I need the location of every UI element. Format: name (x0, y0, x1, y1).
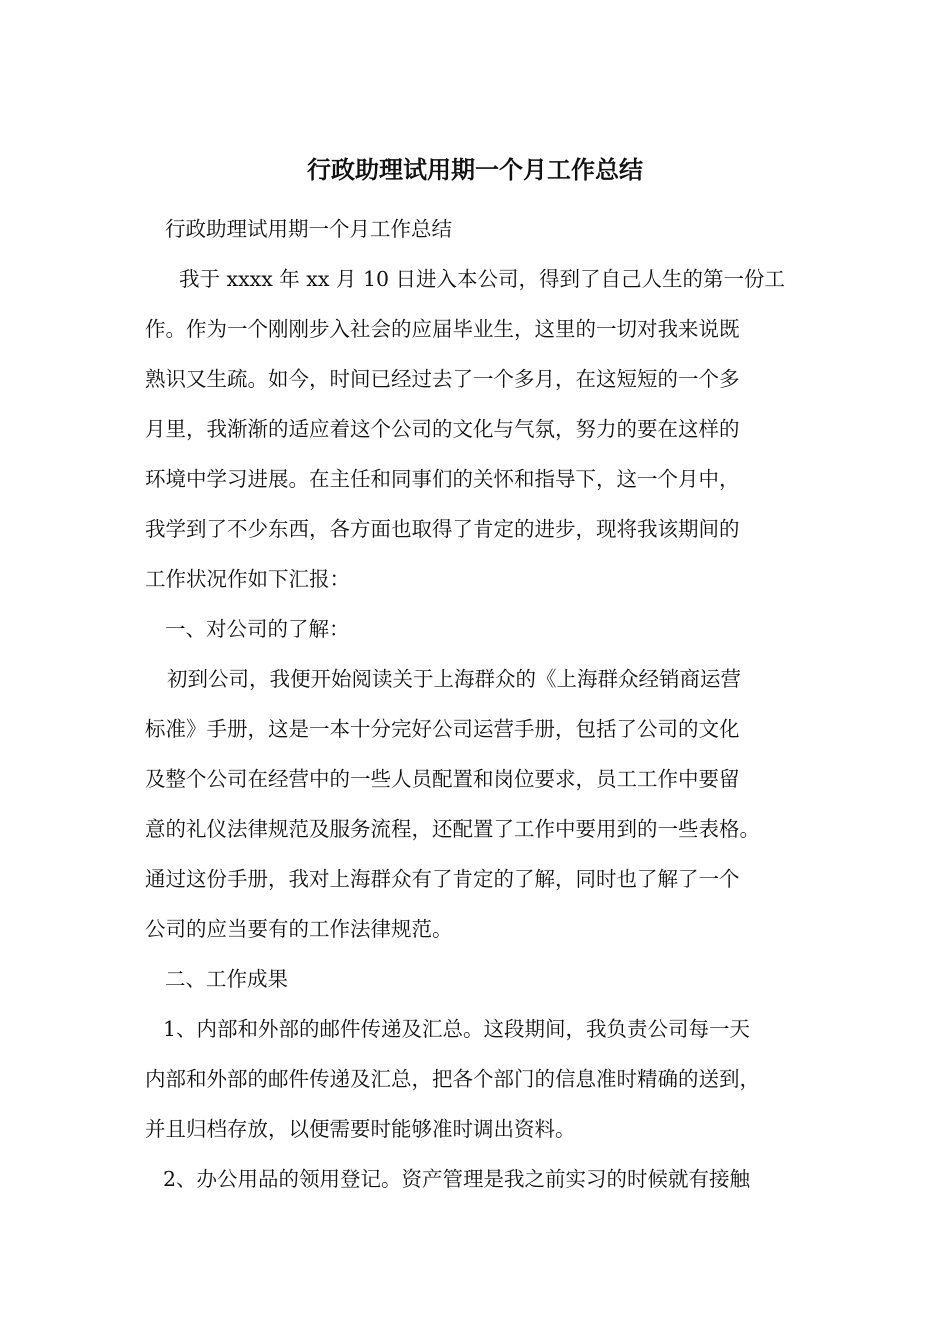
section-heading: 一、对公司的了解： (165, 617, 350, 641)
subtitle-line: 行政助理试用期一个月工作总结 (165, 217, 452, 241)
paragraph-line: 标准》手册，这是一本十分完好公司运营手册，包括了公司的文化 (145, 717, 740, 741)
paragraph-line: 作。作为一个刚刚步入社会的应届毕业生，这里的一切对我来说既 (145, 317, 740, 341)
paragraph-line: 通过这份手册，我对上海群众有了肯定的了解，同时也了解了一个 (145, 867, 740, 891)
paragraph-line: 环境中学习进展。在主任和同事们的关怀和指导下，这一个月中， (145, 467, 740, 491)
paragraph-line: 工作状况作如下汇报： (145, 567, 350, 591)
paragraph-line: 初到公司，我便开始阅读关于上海群众的《上海群众经销商运营 (167, 667, 741, 691)
paragraph-line: 我于 xxxx 年 xx 月 10 日进入本公司，得到了自己人生的第一份工 (179, 267, 786, 291)
paragraph-line: 内部和外部的邮件传递及汇总，把各个部门的信息准时精确的送到， (145, 1067, 760, 1091)
paragraph-line: 公司的应当要有的工作法律规范。 (145, 917, 453, 941)
paragraph-line: 熟识又生疏。如今，时间已经过去了一个多月，在这短短的一个多 (145, 367, 740, 391)
paragraph-line: 1、内部和外部的邮件传递及汇总。这段期间，我负责公司每一天 (163, 1017, 751, 1041)
paragraph-line: 我学到了不少东西，各方面也取得了肯定的进步，现将我该期间的 (145, 517, 740, 541)
section-heading: 二、工作成果 (165, 967, 288, 991)
paragraph-line: 月里，我渐渐的适应着这个公司的文化与气氛，努力的要在这样的 (145, 417, 740, 441)
paragraph-line: 意的礼仪法律规范及服务流程，还配置了工作中要用到的一些表格。 (145, 817, 760, 841)
document-title: 行政助理试用期一个月工作总结 (307, 155, 643, 184)
paragraph-line: 并且归档存放，以便需要时能够准时调出资料。 (145, 1117, 576, 1141)
paragraph-line: 2、办公用品的领用登记。资产管理是我之前实习的时候就有接触 (163, 1167, 751, 1191)
paragraph-line: 及整个公司在经营中的一些人员配置和岗位要求，员工工作中要留 (145, 767, 740, 791)
document-body (145, 204, 825, 1204)
